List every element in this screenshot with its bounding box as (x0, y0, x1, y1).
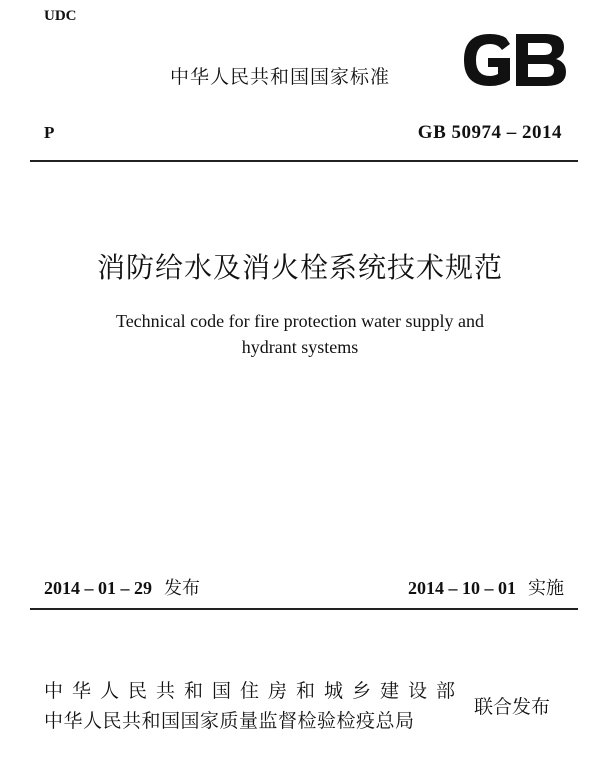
classification-code: P (44, 123, 55, 142)
issue-date-value: 2014 – 01 – 29 (44, 578, 152, 598)
standard-number: GB 50974 – 2014 (417, 122, 562, 143)
issue-label: 发布 (164, 578, 200, 599)
issue-date (44, 574, 200, 600)
footer-divider (30, 608, 578, 610)
title-english-line-1: Technical code for fire protection water supply and (115, 311, 485, 331)
header-divider (30, 160, 578, 162)
national-standard-heading: 中华人民共和国国家标准 (169, 66, 390, 88)
title-english-line-2: hydrant systems (241, 337, 359, 357)
gb-logo (460, 34, 570, 86)
implementation-date-value: 2014 – 10 – 01 (408, 578, 516, 598)
implementation-date (408, 574, 564, 600)
joint-issue-label: 联合发布 (474, 696, 551, 718)
issuer-ministry-housing: 中华人民共和国住房和城乡建设部 (44, 680, 465, 702)
udc-label: UDC (44, 8, 77, 24)
title-english (60, 308, 540, 360)
implementation-label: 实施 (528, 578, 564, 599)
title-chinese: 消防给水及消火栓系统技术规范 (96, 251, 503, 284)
issuer-quality-administration: 中华人民共和国国家质量监督检验检疫总局 (44, 710, 415, 732)
